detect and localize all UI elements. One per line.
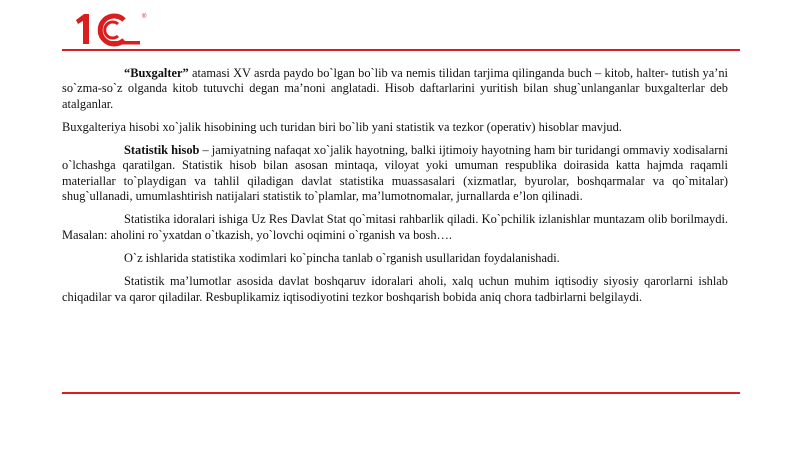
paragraph-statistik-hisob [62,143,728,204]
paragraph-statistika-idoralari [62,212,728,243]
1c-logo [72,8,152,48]
paragraph-text: Statistika idoralari ishiga Uz Res Davlat Stat qo`mitasi rahbarlik qiladi. Ko`pchilik izlanishlar muntazam olib borilmaydi. Masalan: aholini ro`yxatdan o`tkazish, yo`lovchi oqimini o`rganish va bosh…. [62,212,728,242]
paragraph-text: atamasi XV asrda paydo bo`lgan bo`lib va nemis tilidan tarjima qilinganda buch – kitob, halter- tutish ya’ni so`zma-so`z olganda kitob tutuvchi degan ma’noni anglatadi. Hisob daftarlarini yuritish bilan shug`unlanganlar buxgalterlar deb atalganlar. [62,66,728,111]
term-statistik-hisob: Statistik hisob [124,143,200,158]
registered-mark: ® [142,14,147,20]
top-red-divider [62,49,740,51]
document-body [62,66,728,313]
term-buxgalter: “Buxgalter” [124,66,189,80]
paragraph-text: O`z ishlarida statistika xodimlari ko`pincha tanlab o`rganish usullaridan foydalanishadi. [124,250,560,265]
bottom-red-divider [62,392,740,394]
paragraph-text: Statistik ma’lumotlar asosida davlat boshqaruv idoralari aholi, xalq uchun muhim iqtisodiy siyosiy qarorlarni ishlab chiqadilar va qaror qiladilar. Resbuplikamiz iqtisodiyotini tezkor boshqarish bobida aniq chora tadbirlarni belgilaydi. [62,274,728,304]
paragraph-buxgalter [62,66,728,112]
paragraph-text: – jamiyatning nafaqat xo`jalik hayotning, balki ijtimoiy hayotning ham bir turidangi ommaviy xodisalarni o`lchashga qaratilgan. Statistik hisob bilan asosan mintaqa, viloyat yoki umuman respublika doirasida katta hajmda raqamli materiallar to`playdigan va tahlil qiladigan davlat statistika muassasalari (xizmatlar, byurolar, boshqarmalar va qo`mitalar) shug`ullanadi, umumlashtirish natijalari statistik to`plamlar, ma’lumotnomalar, jurnallarda e’lon qilinadi. [62,143,728,204]
paragraph-statistik-malumotlar [62,274,728,305]
paragraph-buxgalteriya-hisobi [62,120,728,135]
paragraph-tanlab-organish [62,251,728,266]
paragraph-text: Buxgalteriya hisobi xo`jalik hisobining uch turidan biri bo`lib yani statistik va tezkor (operativ) hisoblar mavjud. [62,119,622,134]
